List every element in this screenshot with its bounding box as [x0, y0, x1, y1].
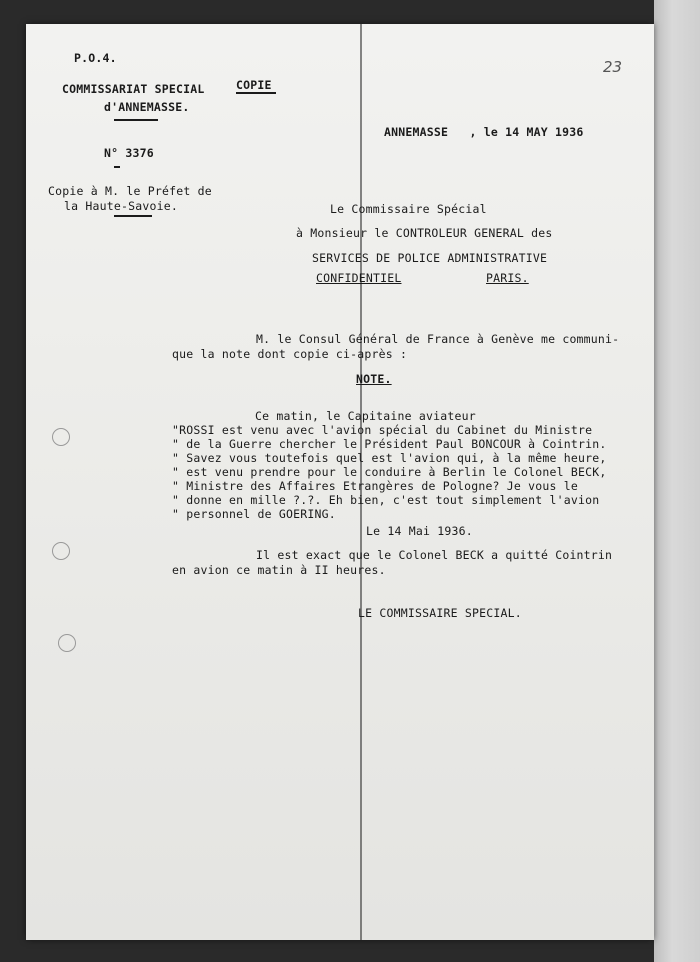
- note-line: "ROSSI est venu avec l'avion spécial du Cabinet du Ministre: [172, 423, 593, 437]
- copy-stamp: COPIE: [236, 78, 272, 92]
- intro-line-2: que la note dont copie ci-après :: [172, 347, 408, 361]
- copy-stamp-underline: [236, 92, 276, 94]
- punch-hole: [52, 542, 70, 560]
- office-underline: [114, 119, 158, 121]
- note-line: " donne en mille ?.?. Eh bien, c'est tout simplement l'avion: [172, 493, 600, 507]
- document-number: N° 3376: [104, 146, 154, 160]
- note-heading: NOTE.: [356, 372, 392, 386]
- office-city: d'ANNEMASSE.: [104, 100, 190, 114]
- scanner-edge: [654, 0, 700, 962]
- punch-hole: [52, 428, 70, 446]
- recipient-line-1: à Monsieur le CONTROLEUR GENERAL des: [296, 226, 553, 240]
- office-name: COMMISSARIAT SPECIAL: [62, 82, 205, 96]
- copy-to-line-2: la Haute-Savoie.: [64, 199, 178, 213]
- confidential-mark: CONFIDENTIEL: [316, 271, 402, 285]
- place-date: ANNEMASSE , le 14 MAY 1936: [384, 125, 584, 139]
- note-line: " est venu prendre pour le conduire à Berlin le Colonel BECK,: [172, 465, 607, 479]
- number-dash: [114, 166, 120, 168]
- copy-to-underline: [114, 215, 152, 217]
- signature-block: LE COMMISSAIRE SPECIAL.: [358, 606, 522, 620]
- punch-hole: [58, 634, 76, 652]
- closing-line-1: Il est exact que le Colonel BECK a quitté Cointrin: [256, 548, 613, 562]
- folio-number: 23: [603, 58, 623, 76]
- note-line: " personnel de GOERING.: [172, 507, 336, 521]
- reference-code: P.O.4.: [74, 51, 117, 65]
- copy-to-line-1: Copie à M. le Préfet de: [48, 184, 212, 198]
- note-line: " Savez vous toutefois quel est l'avion qui, à la même heure,: [172, 451, 607, 465]
- intro-line-1: M. le Consul Général de France à Genève me communi-: [256, 332, 620, 346]
- note-date: Le 14 Mai 1936.: [366, 524, 473, 538]
- sender: Le Commissaire Spécial: [330, 202, 487, 216]
- note-line: " Ministre des Affaires Etrangères de Pologne? Je vous le: [172, 479, 579, 493]
- note-line: " de la Guerre chercher le Président Paul BONCOUR à Cointrin.: [172, 437, 607, 451]
- closing-line-2: en avion ce matin à II heures.: [172, 563, 386, 577]
- note-line: Ce matin, le Capitaine aviateur: [255, 409, 476, 423]
- recipient-line-2: SERVICES DE POLICE ADMINISTRATIVE: [312, 251, 548, 265]
- recipient-city: PARIS.: [486, 271, 529, 285]
